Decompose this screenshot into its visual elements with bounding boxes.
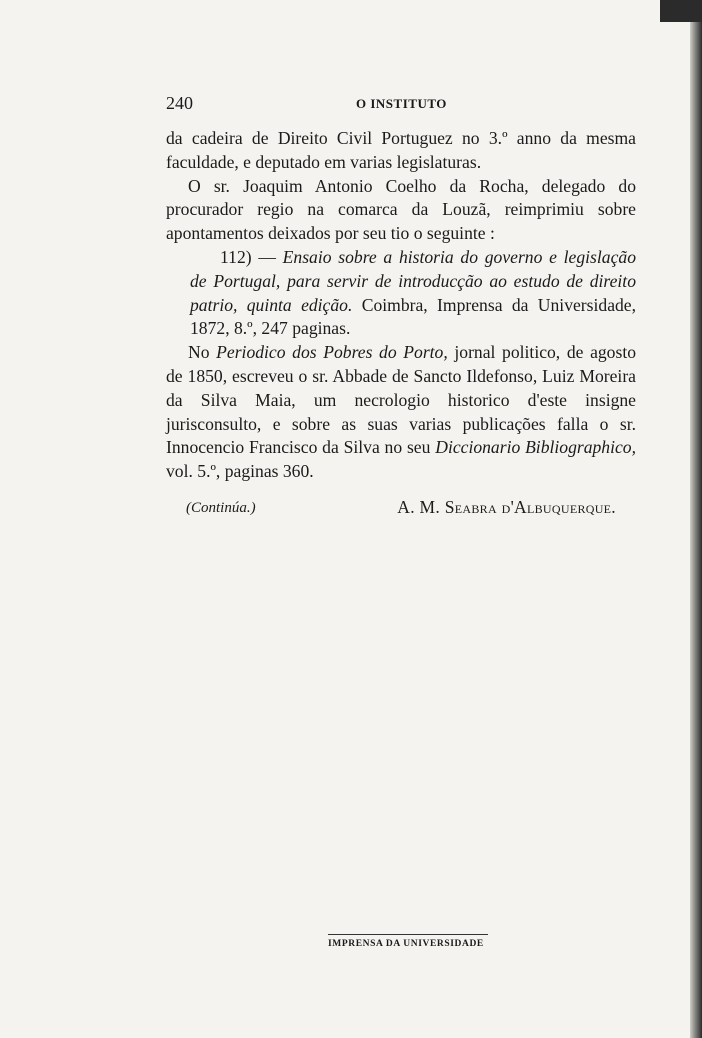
running-head: O INSTITUTO — [356, 96, 447, 111]
paragraph-periodico — [166, 341, 636, 484]
paragraph-continuation: da cadeira de Direito Civil Portuguez no 3.º anno da mesma faculdade, e deputado em varias legislaturas. — [166, 128, 636, 172]
paragraph-rocha: O sr. Joaquim Antonio Coelho da Rocha, delegado do procurador regio na comarca da Louzã, reimprimiu sobre apontamentos deixados por seu tio o seguinte : — [166, 175, 636, 244]
paragraph-periodico-start: No — [188, 342, 210, 363]
author-signature: A. M. Seabra d'Albuquerque. — [397, 497, 616, 517]
dictionary-title: Diccionario Bibliographico, — [435, 437, 636, 458]
page-corner-shadow — [660, 0, 702, 22]
journal-title: Periodico dos Pobres do Porto, — [216, 342, 448, 363]
page-edge-shadow — [690, 0, 702, 1038]
footer-rule — [328, 934, 488, 935]
page-header — [166, 93, 636, 115]
body-text — [166, 127, 636, 484]
entry-imprint: Coimbra, Imprensa da Universidade, 1872, 8.º, 247 paginas. — [190, 294, 637, 339]
footer-imprint: IMPRENSA DA UNIVERSIDADE — [328, 939, 484, 949]
page-number: 240 — [166, 93, 193, 113]
signature-row — [186, 497, 616, 521]
paragraph-periodico-middle: jornal politico, de agosto de 1850, escreveu o sr. Abbade de Sancto Ildefonso, Luiz Moreira da Silva Maia, um necrologio historico d'este insigne jurisconsulto, e sobre as suas varias publicações falla o sr. Innocencio Francisco da Silva no seu — [166, 342, 637, 458]
bibliography-entry-112 — [166, 246, 636, 341]
entry-title: Ensaio sobre a historia do governo e legislação de Portugal, para servir de introducção ao estudo de direito patrio, quinta edição. — [190, 246, 636, 315]
paragraph-periodico-end: vol. 5.º, paginas 360. — [166, 461, 314, 482]
continua-label: (Continúa.) — [186, 500, 256, 516]
entry-number: 112) — — [220, 246, 276, 267]
